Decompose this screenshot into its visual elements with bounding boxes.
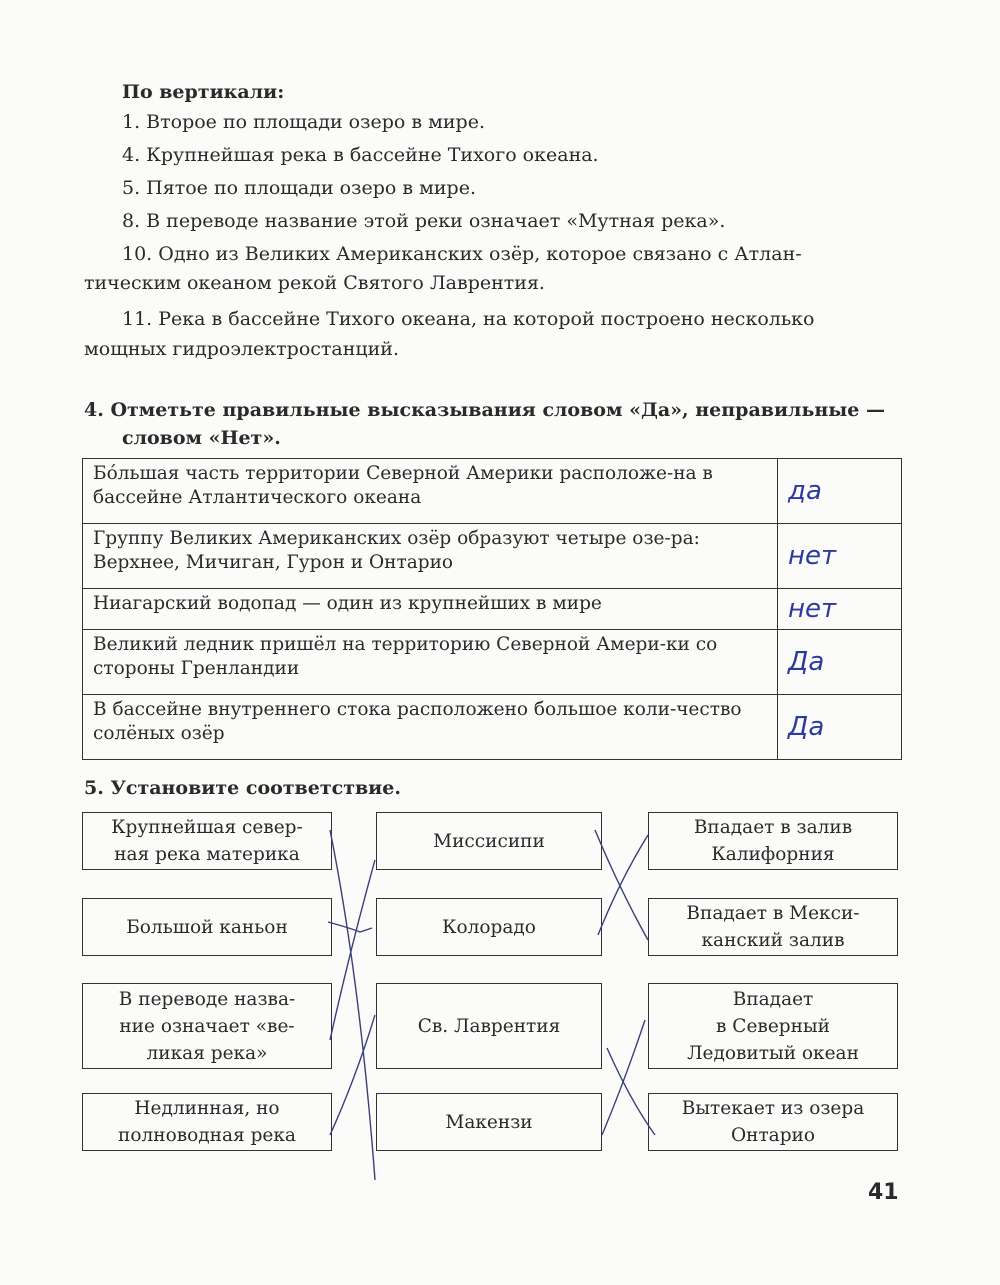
match-line — [598, 835, 648, 935]
clue: 4. Крупнейшая река в бассейне Тихого океана. — [122, 144, 599, 166]
vertical-heading: По вертикали: — [122, 81, 285, 103]
clue: 10. Одно из Великих Американских озёр, которое связано с Атлан- — [122, 243, 802, 265]
handwritten-answer[interactable]: нет — [778, 524, 902, 589]
statement-text: Великий ледник пришёл на территорию Северной Амери-ки со стороны Гренландии — [83, 630, 778, 695]
task4-title-cont: словом «Нет». — [122, 427, 281, 449]
clue: тическим океаном рекой Святого Лаврентия. — [84, 272, 545, 294]
statement-text: В бассейне внутреннего стока расположено большое коли-чество солёных озёр — [83, 695, 778, 760]
match-line — [328, 922, 372, 932]
statement-text: Группу Великих Американских озёр образуют четыре озе-ра: Верхнее, Мичиган, Гурон и Онтарио — [83, 524, 778, 589]
match-line — [330, 860, 375, 1040]
right-box: Впадает в Мекси- канский залив — [648, 898, 898, 956]
handwritten-answer[interactable]: нет — [778, 589, 902, 630]
clue: 1. Второе по площади озеро в мире. — [122, 111, 485, 133]
left-box: Крупнейшая север- ная река материка — [82, 812, 332, 870]
task4-title: 4. Отметьте правильные высказывания словом «Да», неправильные — — [84, 399, 885, 421]
middle-box: Миссисипи — [376, 812, 602, 870]
statement-text: Бóльшая часть территории Северной Америки расположе-на в бассейне Атлантического океана — [83, 459, 778, 524]
match-line — [330, 1015, 375, 1135]
page-number: 41 — [868, 1180, 899, 1205]
right-box: Впадает в залив Калифорния — [648, 812, 898, 870]
middle-box: Колорадо — [376, 898, 602, 956]
right-box: Впадает в Северный Ледовитый океан — [648, 983, 898, 1069]
handwritten-answer[interactable]: Да — [778, 630, 902, 695]
task5-title: 5. Установите соответствие. — [84, 777, 401, 799]
handwritten-answer[interactable]: Да — [778, 695, 902, 760]
clue: 8. В переводе название этой реки означает «Мутная река». — [122, 210, 726, 232]
middle-box: Макензи — [376, 1093, 602, 1151]
middle-box: Св. Лаврентия — [376, 983, 602, 1069]
handwritten-answer[interactable]: да — [778, 459, 902, 524]
left-box: Большой каньон — [82, 898, 332, 956]
match-line — [602, 1020, 645, 1135]
clue: 11. Река в бассейне Тихого океана, на которой построено несколько — [122, 308, 815, 330]
statement-text: Ниагарский водопад — один из крупнейших в мире — [83, 589, 778, 630]
clue: мощных гидроэлектростанций. — [84, 338, 400, 360]
left-box: В переводе назва- ние означает «ве- ликая река» — [82, 983, 332, 1069]
clue: 5. Пятое по площади озеро в мире. — [122, 177, 476, 199]
left-box: Недлинная, но полноводная река — [82, 1093, 332, 1151]
right-box: Вытекает из озера Онтарио — [648, 1093, 898, 1151]
